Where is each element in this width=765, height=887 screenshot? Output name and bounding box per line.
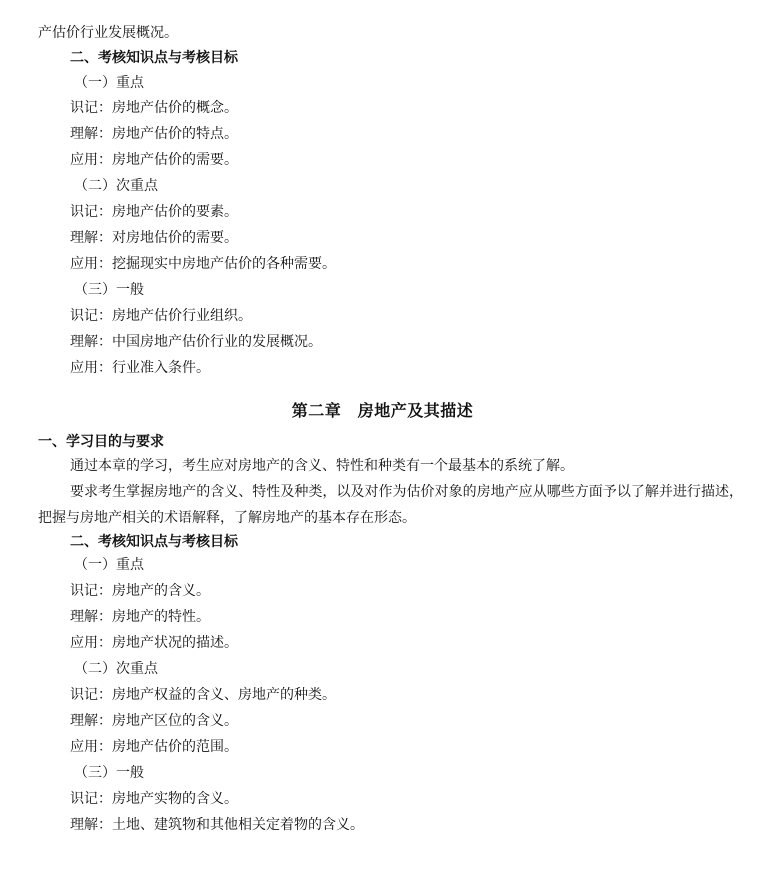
subheading-key: （一）重点 — [74, 557, 144, 573]
section-heading-objectives: 一、学习目的与要求 — [38, 434, 164, 450]
list-item: 应用：挖掘现实中房地产估价的各种需要。 — [70, 256, 336, 272]
list-item: 识记：房地产权益的含义、房地产的种类。 — [70, 687, 336, 703]
list-item: 应用：房地产估价的范围。 — [70, 739, 238, 755]
list-item: 识记：房地产估价行业组织。 — [70, 308, 252, 324]
list-item: 理解：对房地估价的需要。 — [70, 230, 238, 246]
list-item: 识记：房地产的含义。 — [70, 583, 210, 599]
list-item: 理解：中国房地产估价行业的发展概况。 — [70, 334, 322, 350]
list-item: 理解：房地产的特性。 — [70, 609, 210, 625]
list-item: 识记：房地产估价的要素。 — [70, 204, 238, 220]
list-item: 理解：房地产估价的特点。 — [70, 126, 238, 142]
list-item: 应用：行业准入条件。 — [70, 360, 210, 376]
subheading-secondary: （二）次重点 — [74, 178, 158, 194]
list-item: 应用：房地产状况的描述。 — [70, 635, 238, 651]
list-item: 理解：房地产区位的含义。 — [70, 713, 238, 729]
chapter-title: 第二章 房地产及其描述 — [291, 401, 474, 420]
subheading-general: （三）一般 — [74, 765, 144, 781]
subheading-general: （三）一般 — [74, 282, 144, 298]
subheading-secondary: （二）次重点 — [74, 661, 158, 677]
subheading-key: （一）重点 — [74, 75, 144, 91]
section-heading-knowledge-points: 二、考核知识点与考核目标 — [70, 534, 238, 550]
list-item: 应用：房地产估价的需要。 — [70, 152, 238, 168]
section-heading-knowledge-points: 二、考核知识点与考核目标 — [70, 50, 238, 66]
text-line-continued: 产估价行业发展概况。 — [38, 25, 178, 41]
paragraph: 通过本章的学习，考生应对房地产的含义、特性和种类有一个最基本的系统了解。 — [70, 458, 574, 474]
list-item: 理解：土地、建筑物和其他相关定着物的含义。 — [70, 817, 364, 833]
list-item: 识记：房地产估价的概念。 — [70, 100, 238, 116]
paragraph: 要求考生掌握房地产的含义、特性及种类，以及对作为估价对象的房地产应从哪些方面予以了解并进行描述，把握与房地产相关的术语解释，了解房地产的基本存在形态。 — [38, 484, 743, 526]
list-item: 识记：房地产实物的含义。 — [70, 791, 238, 807]
